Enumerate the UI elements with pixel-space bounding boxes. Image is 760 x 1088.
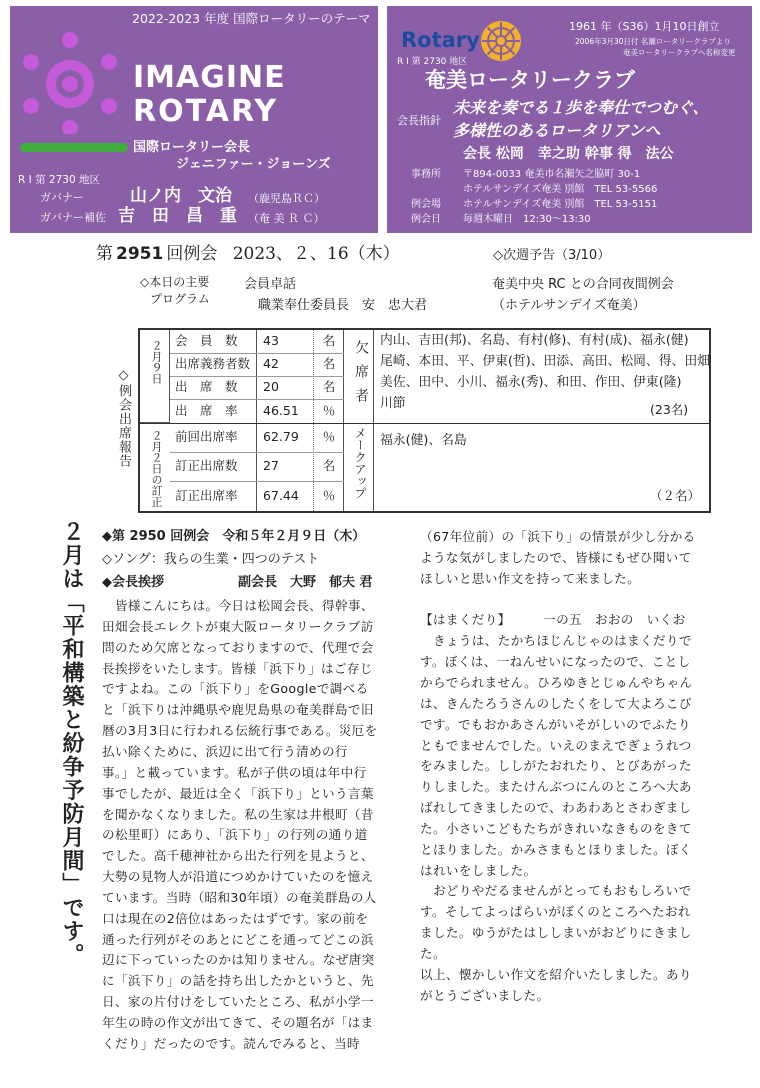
attendance-side-label: ◇例会出席報告 (116, 368, 131, 468)
attendance-report (108, 328, 713, 513)
row-corrected-count-label: 訂正出席数 (175, 458, 238, 474)
essay-line: からでられません。ひろゆきとじゅんやちゃん (420, 674, 693, 690)
greeting-line: ています。当時（昭和30年頃）の奄美群島の人 (102, 889, 377, 905)
greeting-line: 年生の時の作文が出てきて、その題名が「はま (102, 1015, 374, 1030)
row-corrected-count-value: 27 (263, 458, 279, 474)
greeting-line: 日、家の片付けをしていたところ、私が小学一 (102, 994, 374, 1010)
absent-line-1: 内山、吉田(邦)、名島、有村(修)、有村(成)、福永(健) (380, 333, 689, 348)
meeting-suffix: 回例会 (166, 244, 218, 264)
greeting-line: 皆様こんにちは。今日は松岡会長、得幹事、 (102, 598, 374, 613)
meeting-number: 2951 (116, 244, 164, 264)
club-officers: 会長 松岡 幸之助 幹事 得 法公 (463, 146, 674, 162)
venue-label: 例会場 (411, 199, 441, 210)
assistant-governor-role: ガバナー補佐 (40, 211, 106, 224)
essay-line: は、きんたろうさんのしたくをして大よろこび (420, 695, 692, 711)
program-label-2: プログラム (150, 292, 210, 306)
club-motto-line2: 多様性のあるロータリアンへ (453, 121, 661, 140)
greeting-line: 長挨拶をいたします。皆様「浜下り」はご存じ (102, 660, 373, 676)
theme-year-label: 2022-2023 年度 国際ロータリーのテーマ (132, 11, 371, 26)
row-corrected-rate-label: 訂正出席率 (175, 487, 238, 503)
essay-line: りしました。またけんぶつにんのところへ大あ (420, 779, 692, 795)
president-role: 国際ロータリー会長 (133, 140, 251, 155)
day-label: 例会日 (411, 214, 441, 225)
club-district: R I 第 2730 地区 (397, 57, 468, 67)
greeting-line: と「浜下りは沖縄県や鹿児島県の奄美群島で旧 (102, 702, 374, 718)
president-name: ジェニファー・ジョーンズ (176, 157, 331, 172)
meeting-date: 2023、２、16（木） (232, 244, 400, 264)
greeting-line: 口は現在の2倍位はあったはずです。家の前を (102, 910, 369, 926)
program-item-2: 職業奉仕委員長 安 忠大君 (258, 298, 428, 313)
venue-text: ホテルサンデイズ奄美 別館 TEL 53-5151 (463, 199, 658, 210)
essay-line: た。 (420, 946, 446, 961)
guide-label: 会長指針 (397, 114, 441, 127)
theme-title-line1: IMAGINE (133, 60, 286, 95)
rotary-imagine-emblem-icon (18, 24, 118, 134)
row-corrected-count-unit: 名 (322, 458, 336, 474)
essay-line: ともでませんでした。いえのまえでぎょうれつ (420, 737, 692, 753)
rename-note-1: 2006年3月30日付 名瀬ロータリークラブより (575, 37, 731, 46)
greeting-line: に「浜下り」の話を持ち出したかというと、先 (102, 973, 374, 989)
essay-line: ほしいと思い作文を持って来ました。 (420, 570, 641, 586)
row-obligated-label: 出席義務者数 (175, 356, 251, 372)
essay-line: とほりました。かみさまもとほりました。ぼく (420, 841, 692, 857)
program-label-1: ◇本日の主要 (140, 275, 210, 289)
row-rate-value: 46.51 (263, 402, 299, 418)
club-name: 奄美ロータリークラブ (425, 68, 635, 92)
essay-line: ような気がしましたので、皆様にもぜひ聞いて (420, 549, 692, 565)
next-week-item-1: 奄美中央 RC との合同夜間例会 (492, 277, 674, 292)
meeting-prefix: 第 (96, 244, 113, 264)
row-corrected-rate-unit: ％ (322, 487, 336, 503)
attendance-table (138, 328, 711, 513)
essay-line: をみました。ししがたおれたり、とびあがった (420, 758, 692, 774)
essay-line: す。ぼくは、一ねんせいになったので、ことし (420, 654, 691, 670)
absent-count: (23名) (650, 402, 689, 417)
attendance-date-1: ２月９日 (150, 340, 163, 384)
monthly-theme-banner: ２月は「平和構築と紛争予防月間」です。 (59, 520, 84, 967)
founded-date: 1961 年（S36）1月10日創立 (569, 20, 720, 33)
program-item-1: 会員卓話 (244, 277, 297, 292)
absent-line-3: 美佐、田中、小川、福永(秀)、和田、作田、伊東(隆) (380, 375, 682, 390)
essay-line: はれいをしました。 (420, 862, 537, 878)
office-address-1: 〒894-0033 奄美市名瀬矢之脇町 30-1 (463, 169, 641, 180)
greeting-line: 暦の3月3日に行われる伝統行事である。災厄を (102, 723, 378, 739)
row-rate-label: 出 席 率 (175, 402, 238, 418)
row-attended-value: 20 (263, 379, 279, 395)
governor-role: ガバナー (40, 191, 84, 204)
greeting-line: 問のため欠席となっておりますので、代理で会 (102, 639, 374, 655)
row-obligated-value: 42 (263, 356, 279, 372)
greeting-speaker: 副会長 大野 郁夫 君 (238, 575, 373, 590)
greeting-line: の松里町）にあり、「浜下り」の行列の通り道 (102, 827, 368, 843)
greeting-line: 通った行列がそのあとにどこを通ってどこの浜 (102, 931, 374, 947)
next-week-label: ◇次週予告（3/10） (493, 248, 611, 263)
makeup-members: 福永(健)、名島 (380, 433, 467, 448)
governor-club: （鹿児島ＲＣ） (248, 192, 325, 205)
greeting-label: ◆会長挨拶 (102, 575, 164, 590)
absent-label: 欠席者 (353, 340, 369, 412)
assistant-governor-club: （奄 美 Ｒ Ｃ） (248, 212, 325, 225)
greeting-line: 大勢の見物人が沿道につめかけていたのを憶え (102, 869, 374, 885)
row-prev-rate-value: 62.79 (263, 429, 299, 445)
office-address-2: ホテルサンデイズ奄美 別館 TEL 53-5566 (463, 184, 658, 195)
theme-title-line2: ROTARY (133, 94, 279, 129)
greeting-line: を聞かなくなりました。私の生家は井根町（昔 (102, 806, 374, 822)
row-members-value: 43 (263, 333, 279, 349)
theme-panel (10, 6, 378, 233)
essay-line: ました。ゆうがたはししまいがおどりにきまし (420, 925, 692, 941)
essay-line: た。小さいこどもたちがきれいなきものをきて (420, 820, 692, 836)
meeting-title (96, 244, 400, 264)
essay-line: （67年位前）の「浜下り」の情景が少し分かる (420, 529, 696, 544)
row-prev-rate-unit: ％ (322, 429, 336, 445)
row-members-unit: 名 (322, 333, 336, 349)
rotary-wheel-icon (479, 19, 523, 63)
row-rate-unit: ％ (322, 402, 336, 418)
essay-line: きょうは、たかちほじんじゃのはまくだりで (420, 633, 692, 649)
essay-line: す。そしてよっぱらいがぼくのところへたおれ (420, 904, 691, 920)
essay-line: 以上、懐かしい作文を紹介いたしました。あり (420, 966, 692, 982)
essay-line: です。でもおかあさんがいそがしいのでふたり (420, 716, 691, 732)
greeting-line: でした。高千穂神社から出た行列を見ようと、 (102, 848, 374, 864)
essay-line: 【はまくだり】 一の五 おおの いくお (420, 612, 686, 628)
greeting-line: 辺に下っていったのかは知りません。なぜ唐突 (102, 952, 375, 968)
row-attended-unit: 名 (322, 379, 336, 395)
essay-line: ばれしてきましたので、わあわあとさわぎまし (420, 800, 692, 816)
absent-line-2: 尾崎、本田、平、伊東(哲)、田添、高田、松岡、得、田畑 (380, 354, 710, 369)
essay-line: がとうございました。 (420, 987, 550, 1003)
attendance-date-2: ２月２日の訂正 (150, 430, 163, 507)
greeting-line: 事。」と載っています。私が子供の頃は年中行 (102, 764, 367, 780)
row-attended-label: 出 席 数 (175, 379, 238, 395)
makeup-label: メークアップ (353, 427, 367, 499)
theme-district: R I 第 2730 地区 (18, 174, 100, 186)
next-week-item-2: （ホテルサンデイズ奄美） (492, 298, 646, 313)
report-header: ◆第 2950 回例会 令和５年２月９日（木） (102, 529, 366, 544)
assistant-governor-name: 吉 田 昌 重 (118, 206, 237, 226)
greeting-line: 事でしたが、最近は全く「浜下り」という言葉 (102, 785, 374, 801)
club-panel (387, 6, 752, 233)
absent-line-4: 川節 (380, 396, 406, 411)
greeting-line: ですよね。この「浜下り」をGoogleで調べる (102, 681, 369, 697)
green-accent-bar (20, 143, 128, 152)
rename-note-2: 奄美ロータリークラブへ名称変更 (623, 48, 736, 57)
day-text: 毎週木曜日 12:30～13:30 (463, 214, 591, 225)
row-members-label: 会 員 数 (175, 333, 238, 349)
governor-name: 山ノ内 文治 (130, 186, 232, 206)
essay-line: おどりやだるませんがとってもおもしろいで (420, 883, 692, 899)
office-label: 事務所 (411, 169, 441, 180)
row-obligated-unit: 名 (322, 356, 336, 372)
club-motto-line1: 未来を奏でる１歩を奉仕でつむぐ、 (453, 98, 709, 117)
row-prev-rate-label: 前回出席率 (175, 429, 238, 445)
makeup-count: （２名） (650, 488, 701, 503)
rotary-logo-text: Rotary (401, 28, 480, 52)
greeting-line: 田畑会長エレクトが東大阪ロータリークラブ訪 (102, 618, 374, 634)
row-corrected-rate-value: 67.44 (263, 487, 299, 503)
report-song: ◇ソング：我らの生業・四つのテスト (102, 552, 320, 567)
greeting-line: くだり」だったのです。読んでみると、当時 (102, 1035, 360, 1051)
greeting-line: 払い除くために、浜辺に出て行う清めの行 (102, 743, 348, 759)
